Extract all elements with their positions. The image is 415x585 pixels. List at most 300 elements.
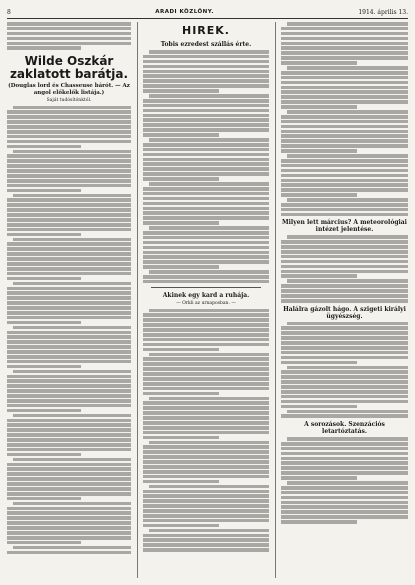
text-line (143, 343, 269, 347)
text-line (281, 86, 408, 90)
text-line (7, 521, 131, 525)
text-line (7, 257, 131, 261)
text-line (13, 546, 131, 550)
text-line (143, 177, 219, 181)
text-line (7, 355, 131, 359)
text-line (7, 242, 131, 246)
text-line (7, 428, 131, 432)
text-line (143, 465, 269, 469)
text-line (143, 524, 219, 528)
text-line (281, 125, 408, 129)
text-line (281, 265, 408, 269)
text-line (143, 514, 269, 518)
text-line (13, 502, 131, 506)
text-line (7, 164, 131, 168)
text-line (7, 443, 131, 447)
text-line (7, 345, 131, 349)
text-line (143, 538, 269, 542)
text-line (143, 504, 269, 508)
text-line (143, 148, 269, 152)
text-line (7, 340, 131, 344)
text-line (143, 162, 269, 166)
text-line (7, 296, 131, 300)
text-line (7, 423, 131, 427)
text-line (281, 56, 408, 60)
text-line (281, 245, 408, 249)
text-line (143, 89, 219, 93)
text-line (143, 362, 269, 366)
text-line (287, 366, 408, 370)
text-line (13, 458, 131, 462)
text-line (13, 282, 131, 286)
text-line (7, 511, 131, 515)
text-line (7, 551, 131, 555)
text-line (281, 139, 408, 143)
text-line (143, 275, 269, 279)
text-line (143, 118, 269, 122)
text-line (143, 260, 269, 264)
text-line (143, 382, 269, 386)
text-line (143, 123, 269, 127)
text-line (143, 480, 219, 484)
article-headline: Tobis ezredest szállás érte. (160, 41, 252, 48)
page-number: 8 (7, 8, 11, 16)
text-line (281, 169, 408, 173)
text-line (281, 159, 408, 163)
text-line (281, 115, 408, 119)
text-line (7, 331, 131, 335)
text-line (149, 138, 269, 142)
paper-title: ARADI KÖZLÖNY. (155, 9, 214, 15)
text-line (143, 318, 269, 322)
article-subheadline: (Douglas lord és Chasseuse bárót. — Az angol előkelők listája.) (8, 83, 130, 96)
text-line (7, 507, 131, 511)
text-line (149, 485, 269, 489)
text-line (281, 385, 408, 389)
text-line (7, 179, 131, 183)
text-line (281, 134, 408, 138)
text-line (281, 260, 408, 264)
text-line (143, 99, 269, 103)
text-line (7, 306, 131, 310)
text-line (143, 114, 269, 118)
text-line (7, 213, 131, 217)
text-line (281, 414, 408, 418)
article-headline: Akinek egy kard a ruhája. (162, 292, 250, 300)
text-line (281, 299, 408, 303)
text-line (7, 404, 131, 408)
text-line (143, 84, 269, 88)
text-line (7, 169, 131, 173)
text-line (149, 441, 269, 445)
text-line (7, 536, 131, 540)
text-line (143, 323, 269, 327)
text-line (143, 416, 269, 420)
issue-date: 1914. április 13. (358, 8, 408, 16)
text-line (7, 492, 131, 496)
text-line (7, 208, 131, 212)
text-line (281, 144, 408, 148)
article-dateline: Saját tudósítónktól. (46, 98, 92, 104)
text-line (143, 348, 219, 352)
text-line (143, 490, 269, 494)
text-line (7, 120, 131, 124)
column-divider (275, 22, 276, 578)
text-line (143, 280, 269, 284)
text-line (7, 110, 131, 114)
text-line (7, 360, 131, 364)
text-line (287, 410, 408, 414)
text-line (7, 184, 131, 188)
text-line (143, 221, 219, 225)
text-line (143, 499, 269, 503)
text-line (143, 55, 269, 59)
text-line (7, 541, 81, 545)
text-line (7, 482, 131, 486)
text-line (281, 501, 408, 505)
text-line (143, 65, 269, 69)
text-line (143, 128, 269, 132)
text-line (143, 202, 269, 206)
text-line (7, 145, 81, 149)
text-line (143, 251, 269, 255)
text-line (281, 520, 357, 524)
text-line (143, 328, 269, 332)
text-line (149, 94, 269, 98)
text-line (143, 241, 269, 245)
text-line (281, 46, 408, 50)
text-line (281, 174, 408, 178)
text-line (281, 510, 408, 514)
text-line (281, 289, 408, 293)
text-line (13, 370, 131, 374)
text-line (143, 70, 269, 74)
text-line (7, 154, 131, 158)
article-headline: Milyen lett március? A meteorológiai intézet jelentése. (282, 219, 407, 234)
text-line (287, 22, 408, 26)
text-line (281, 331, 408, 335)
text-line (143, 436, 219, 440)
text-line (281, 250, 408, 254)
text-line (287, 279, 408, 283)
text-line (143, 392, 219, 396)
text-line (143, 211, 269, 215)
text-line (281, 213, 408, 217)
text-line (143, 534, 269, 538)
text-line (13, 106, 131, 110)
text-line (281, 100, 408, 104)
text-line (281, 270, 408, 274)
text-line (7, 448, 131, 452)
text-line (287, 481, 408, 485)
text-line (143, 158, 269, 162)
text-line (143, 197, 269, 201)
text-line (7, 472, 131, 476)
text-line (281, 37, 408, 41)
section-title: HIREK. (182, 24, 230, 37)
text-line (13, 150, 131, 154)
text-line (143, 426, 269, 430)
text-line (143, 60, 269, 64)
text-line (143, 79, 269, 83)
text-line (7, 218, 131, 222)
text-line (7, 389, 131, 393)
text-line (7, 233, 81, 237)
text-line (143, 421, 269, 425)
column-divider (137, 22, 138, 578)
text-line (7, 267, 131, 271)
text-line (149, 182, 269, 186)
text-line (281, 188, 408, 192)
text-line (7, 467, 131, 471)
page-header (7, 6, 408, 19)
text-line (143, 313, 269, 317)
text-line (143, 357, 269, 361)
text-line (7, 125, 131, 129)
text-line (7, 487, 131, 491)
text-line (7, 497, 81, 501)
text-line (149, 270, 269, 274)
text-line (7, 223, 131, 227)
text-line (281, 341, 408, 345)
text-line (281, 356, 408, 360)
text-line (281, 90, 408, 94)
text-line (281, 42, 408, 46)
column-1 (7, 22, 131, 555)
text-line (281, 405, 357, 409)
text-line (7, 252, 131, 256)
text-line (281, 505, 408, 509)
text-line (281, 203, 408, 207)
text-line (7, 316, 131, 320)
text-line (143, 109, 269, 113)
text-line (143, 509, 269, 513)
text-line (281, 326, 408, 330)
text-line (281, 390, 408, 394)
text-line (143, 231, 269, 235)
text-line (287, 322, 408, 326)
text-line (281, 274, 357, 278)
text-line (281, 164, 408, 168)
text-line (281, 61, 357, 65)
text-line (7, 526, 131, 530)
text-line (287, 437, 408, 441)
text-line (281, 105, 357, 109)
text-line (7, 516, 131, 520)
text-line (143, 431, 269, 435)
text-line (149, 309, 269, 313)
text-line (281, 461, 408, 465)
text-line (143, 265, 219, 269)
text-line (7, 247, 131, 251)
text-line (143, 133, 219, 137)
text-line (149, 529, 269, 533)
text-line (143, 143, 269, 147)
text-line (281, 130, 408, 134)
text-line (281, 496, 408, 500)
text-line (7, 301, 131, 305)
text-line (287, 198, 408, 202)
text-line (143, 207, 269, 211)
text-line (7, 463, 131, 467)
text-line (281, 466, 408, 470)
text-line (7, 477, 131, 481)
text-line (281, 395, 408, 399)
text-line (281, 515, 408, 519)
text-line (7, 375, 131, 379)
text-line (143, 548, 269, 552)
text-line (281, 351, 408, 355)
text-line (7, 311, 131, 315)
text-line (7, 409, 81, 413)
text-line (7, 228, 131, 232)
column-2 (143, 22, 269, 553)
text-line (143, 377, 269, 381)
text-line (281, 294, 408, 298)
text-line (143, 192, 269, 196)
text-line (281, 76, 408, 80)
text-line (281, 27, 408, 31)
text-line (7, 174, 131, 178)
text-line (7, 140, 131, 144)
text-line (281, 471, 408, 475)
text-line (281, 370, 408, 374)
text-line (281, 179, 408, 183)
text-line (281, 32, 408, 36)
text-line (281, 240, 408, 244)
text-line (281, 380, 408, 384)
text-line (149, 353, 269, 357)
text-line (143, 367, 269, 371)
text-line (7, 384, 131, 388)
text-line (143, 411, 269, 415)
text-line (143, 470, 269, 474)
text-line (143, 104, 269, 108)
text-line (281, 149, 357, 153)
text-line (281, 284, 408, 288)
text-line (143, 167, 269, 171)
text-line (143, 406, 269, 410)
text-line (143, 216, 269, 220)
text-line (13, 238, 131, 242)
text-line (281, 452, 408, 456)
text-line (287, 154, 408, 158)
text-line (281, 491, 408, 495)
text-line (13, 194, 131, 198)
text-line (281, 183, 408, 187)
text-line (143, 455, 269, 459)
text-line (149, 50, 269, 54)
text-line (281, 208, 408, 212)
text-line (281, 51, 408, 55)
text-line (143, 387, 269, 391)
text-line (7, 159, 131, 163)
text-line (281, 486, 408, 490)
text-line (7, 135, 131, 139)
text-line (143, 172, 269, 176)
text-line (281, 442, 408, 446)
text-line (281, 361, 357, 365)
text-line (7, 350, 131, 354)
text-line (143, 255, 269, 259)
text-line (7, 379, 131, 383)
text-line (281, 476, 357, 480)
text-line (281, 71, 408, 75)
text-line (13, 414, 131, 418)
article-headline: Wilde Oszkár zaklatott barátja. (9, 54, 129, 82)
text-line (281, 81, 408, 85)
text-line (281, 447, 408, 451)
text-line (143, 519, 269, 523)
text-line (7, 365, 81, 369)
text-line (7, 198, 131, 202)
text-line (7, 419, 131, 423)
column-3 (281, 22, 408, 525)
text-line (7, 394, 131, 398)
text-line (7, 272, 131, 276)
text-line (13, 326, 131, 330)
text-line (7, 130, 131, 134)
text-line (7, 189, 81, 193)
text-line (281, 346, 408, 350)
text-line (281, 120, 408, 124)
text-line (7, 277, 81, 281)
text-line (7, 438, 131, 442)
text-line (7, 433, 131, 437)
article-subheadline: — Orkli az urnaposban. — (176, 301, 236, 307)
article-headline: A sorozások. Szenzációs letartóztatás. (304, 421, 385, 436)
text-line (7, 335, 131, 339)
text-line (7, 262, 131, 266)
text-line (143, 450, 269, 454)
text-line (287, 110, 408, 114)
text-line (143, 74, 269, 78)
text-line (281, 457, 408, 461)
text-line (143, 445, 269, 449)
text-line (143, 153, 269, 157)
text-line (281, 336, 408, 340)
text-line (143, 494, 269, 498)
text-line (143, 460, 269, 464)
text-line (7, 291, 131, 295)
text-line (149, 226, 269, 230)
text-line (287, 66, 408, 70)
article-headline: Halálra gázolt hágo. A szigeti királyi ügyészség. (283, 305, 406, 320)
text-line (143, 401, 269, 405)
text-line (281, 255, 408, 259)
text-line (7, 115, 131, 119)
text-line (287, 235, 408, 239)
text-line (7, 453, 81, 457)
text-line (143, 333, 269, 337)
text-line (7, 531, 131, 535)
text-line (143, 475, 269, 479)
text-line (281, 400, 408, 404)
text-line (143, 372, 269, 376)
text-line (143, 543, 269, 547)
text-line (7, 321, 81, 325)
text-line (143, 187, 269, 191)
text-line (7, 399, 131, 403)
text-line (7, 287, 131, 291)
text-line (281, 375, 408, 379)
text-line (149, 397, 269, 401)
text-line (7, 203, 131, 207)
text-line (281, 95, 408, 99)
text-line (281, 193, 357, 197)
text-line (143, 246, 269, 250)
text-line (143, 236, 269, 240)
